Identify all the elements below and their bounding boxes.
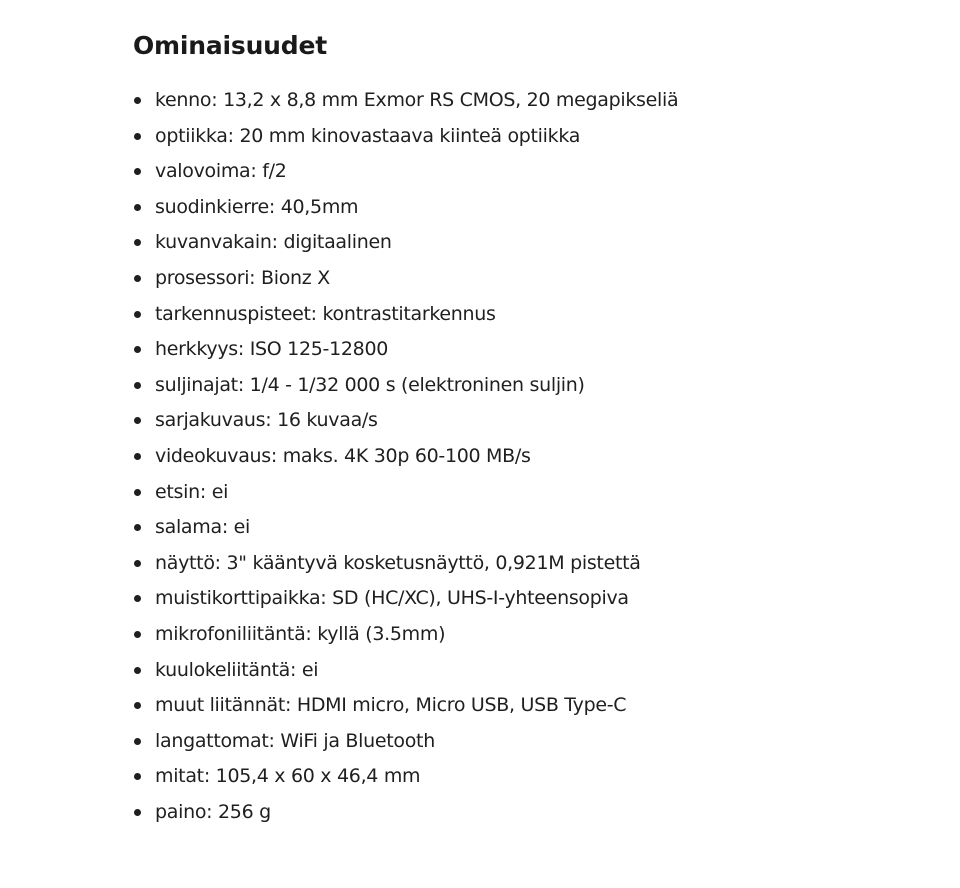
spec-text: suljinajat: 1/4 - 1/32 000 s (elektroninen suljin)	[155, 373, 585, 396]
bullet-icon	[134, 560, 141, 567]
spec-item	[133, 371, 693, 400]
spec-text: muistikorttipaikka: SD (HC/XC), UHS-I-yhteensopiva	[155, 587, 629, 610]
features-section	[133, 28, 693, 823]
bullet-icon	[134, 97, 141, 104]
spec-item	[133, 193, 693, 222]
spec-item	[133, 264, 693, 293]
spec-item	[133, 406, 693, 435]
spec-text: optiikka: 20 mm kinovastaava kiinteä optiikka	[155, 124, 581, 147]
bullet-icon	[134, 311, 141, 318]
spec-text: mikrofoniliitäntä: kyllä (3.5mm)	[155, 622, 446, 645]
spec-item	[133, 691, 693, 720]
spec-text: suodinkierre: 40,5mm	[155, 195, 359, 218]
spec-text: kenno: 13,2 x 8,8 mm Exmor RS CMOS, 20 megapikseliä	[155, 89, 679, 111]
bullet-icon	[134, 524, 141, 531]
bullet-icon	[134, 204, 141, 211]
spec-item	[133, 584, 693, 613]
spec-text: langattomat: WiFi ja Bluetooth	[155, 729, 435, 752]
spec-item	[133, 478, 693, 507]
spec-text: mitat: 105,4 x 60 x 46,4 mm	[155, 765, 421, 788]
spec-item	[133, 86, 693, 115]
spec-item	[133, 157, 693, 186]
bullet-icon	[134, 275, 141, 282]
spec-text: näyttö: 3" kääntyvä kosketusnäyttö, 0,921M pistettä	[155, 551, 641, 574]
bullet-icon	[134, 702, 141, 709]
spec-text: muut liitännät: HDMI micro, Micro USB, USB Type-C	[155, 694, 627, 717]
spec-list	[133, 86, 693, 833]
bullet-icon	[134, 489, 141, 496]
bullet-icon	[134, 667, 141, 674]
spec-item	[133, 513, 693, 542]
spec-text: videokuvaus: maks. 4K 30p 60-100 MB/s	[155, 444, 531, 467]
spec-text: prosessori: Bionz X	[155, 266, 330, 289]
spec-item	[133, 656, 693, 685]
spec-item	[133, 549, 693, 578]
bullet-icon	[134, 133, 141, 140]
spec-item	[133, 300, 693, 329]
bullet-icon	[134, 239, 141, 246]
spec-text: sarjakuvaus: 16 kuvaa/s	[155, 409, 378, 432]
spec-item	[133, 798, 693, 827]
spec-text: salama: ei	[155, 516, 251, 539]
bullet-icon	[134, 382, 141, 389]
spec-item	[133, 620, 693, 649]
bullet-icon	[134, 168, 141, 175]
bullet-icon	[134, 773, 141, 780]
bullet-icon	[134, 417, 141, 424]
spec-item	[133, 122, 693, 151]
spec-text: valovoima: f/2	[155, 160, 287, 183]
spec-text: kuvanvakain: digitaalinen	[155, 231, 392, 254]
spec-item	[133, 727, 693, 756]
spec-item	[133, 335, 693, 364]
spec-item	[133, 442, 693, 471]
spec-item	[133, 762, 693, 791]
spec-text: kuulokeliitäntä: ei	[155, 658, 319, 681]
spec-text: paino: 256 g	[155, 800, 271, 823]
spec-item	[133, 228, 693, 257]
section-heading: Ominaisuudet	[133, 31, 327, 60]
bullet-icon	[134, 346, 141, 353]
bullet-icon	[134, 809, 141, 816]
spec-text: tarkennuspisteet: kontrastitarkennus	[155, 302, 496, 325]
spec-text: etsin: ei	[155, 480, 229, 503]
bullet-icon	[134, 453, 141, 460]
bullet-icon	[134, 631, 141, 638]
bullet-icon	[134, 738, 141, 745]
bullet-icon	[134, 595, 141, 602]
spec-text: herkkyys: ISO 125-12800	[155, 338, 389, 361]
